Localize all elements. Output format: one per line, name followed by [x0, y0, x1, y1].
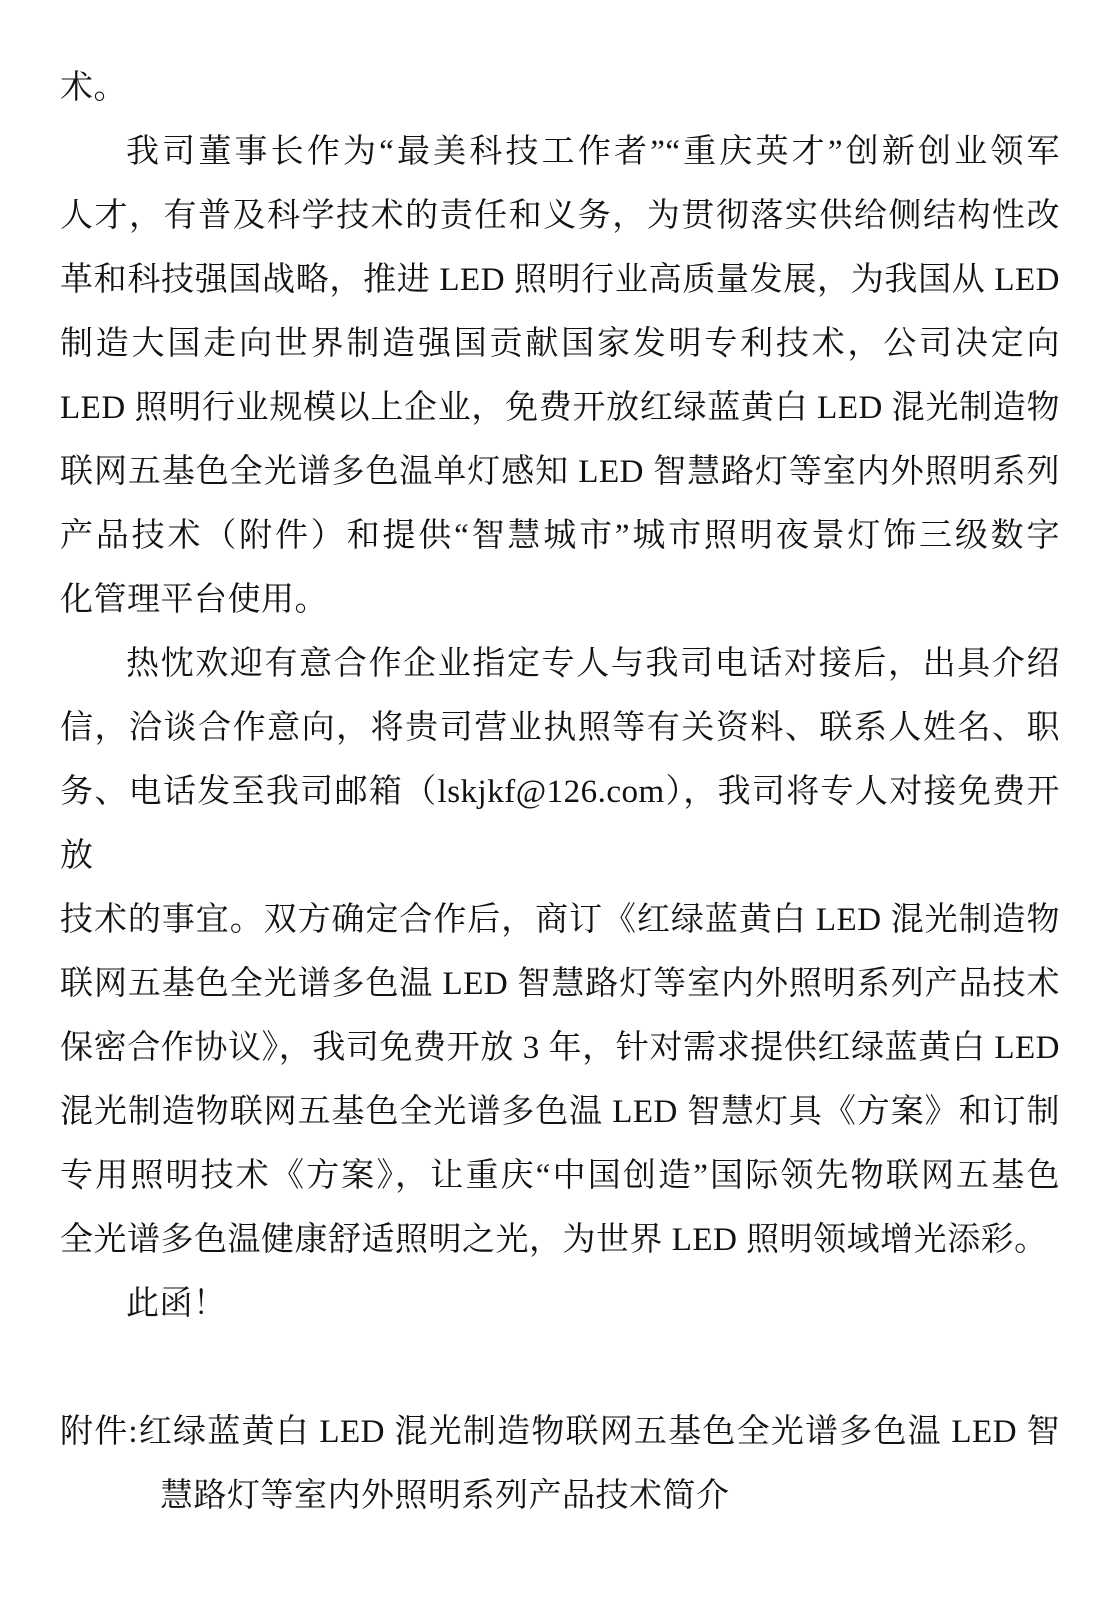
doc-line: 混光制造物联网五基色全光谱多色温 LED 智慧灯具《方案》和订制: [60, 1094, 1060, 1130]
doc-line: 我司董事长作为“最美科技工作者”“重庆英才”创新创业领军: [126, 134, 1060, 170]
blank-line: [60, 1336, 1060, 1400]
doc-line: 热忱欢迎有意合作企业指定专人与我司电话对接后，出具介绍: [126, 646, 1060, 682]
doc-line: 制造大国走向世界制造强国贡献国家发明专利技术，公司决定向: [60, 326, 1060, 362]
attachment-line-1: 附件:红绿蓝黄白 LED 混光制造物联网五基色全光谱多色温 LED 智: [60, 1414, 1060, 1450]
attachment-note: [60, 1400, 1060, 1528]
closing-line: 此函！: [126, 1286, 227, 1322]
paragraph-closing: [60, 1272, 1060, 1336]
doc-line-carryover-end: 术。: [60, 70, 127, 106]
doc-line: 信，洽谈合作意向，将贵司营业执照等有关资料、联系人姓名、职: [60, 710, 1060, 746]
attachment-line-2: 慧路灯等室内外照明系列产品技术简介: [160, 1478, 730, 1514]
paragraph-chairman-commitment: [60, 120, 1060, 632]
doc-line: 保密合作协议》，我司免费开放 3 年，针对需求提供红绿蓝黄白 LED: [60, 1030, 1060, 1066]
doc-line: LED 照明行业规模以上企业，免费开放红绿蓝黄白 LED 混光制造物: [60, 390, 1060, 426]
doc-line: 技术的事宜。双方确定合作后，商订《红绿蓝黄白 LED 混光制造物: [60, 902, 1060, 938]
doc-line: 革和科技强国战略，推进 LED 照明行业高质量发展，为我国从 LED: [60, 262, 1060, 298]
doc-line: 产品技术（附件）和提供“智慧城市”城市照明夜景灯饰三级数字: [60, 518, 1060, 554]
doc-line: 人才，有普及科学技术的责任和义务，为贯彻落实供给侧结构性改: [60, 198, 1060, 234]
doc-line: 联网五基色全光谱多色温 LED 智慧路灯等室内外照明系列产品技术: [60, 966, 1060, 1002]
doc-line-paragraph-end: 全光谱多色温健康舒适照明之光，为世界 LED 照明领域增光添彩。: [60, 1222, 1048, 1258]
paragraph-carryover: [60, 56, 1060, 120]
doc-line-with-email: 务、电话发至我司邮箱（lskjkf@126.com），我司将专人对接免费开放: [60, 774, 1060, 874]
doc-line: 专用照明技术《方案》，让重庆“中国创造”国际领先物联网五基色: [60, 1158, 1060, 1194]
paragraph-cooperation-process: [60, 632, 1060, 1272]
doc-line-paragraph-end: 化管理平台使用。: [60, 582, 328, 618]
doc-line: 联网五基色全光谱多色温单灯感知 LED 智慧路灯等室内外照明系列: [60, 454, 1060, 490]
